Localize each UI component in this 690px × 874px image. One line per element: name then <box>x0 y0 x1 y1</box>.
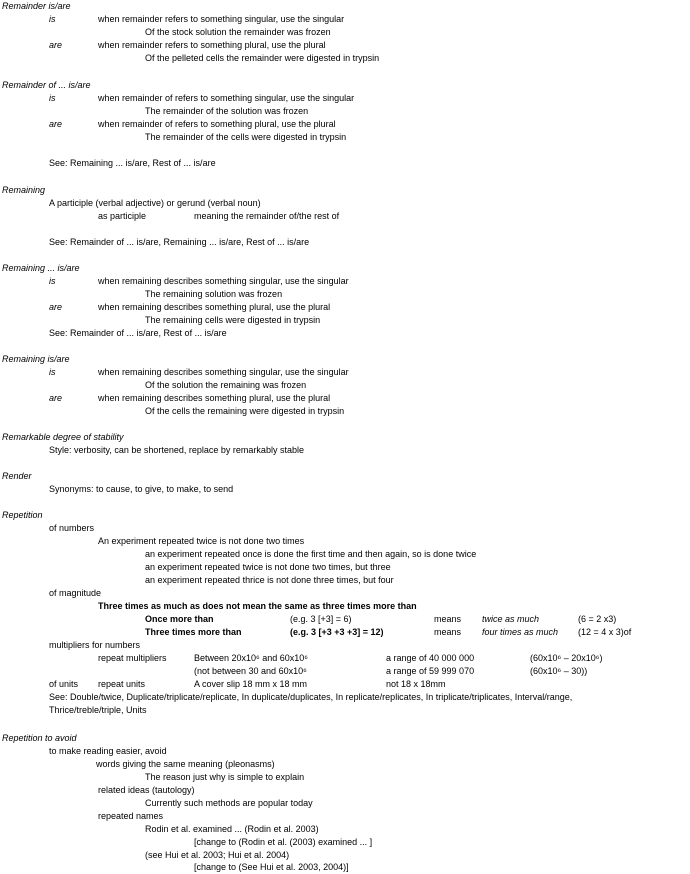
multipliers: multipliers for numbers <box>49 640 141 650</box>
example-singular: Of the stock solution the remainder was frozen <box>145 27 331 37</box>
of-magnitude: of magnitude <box>49 588 102 598</box>
rodin-change: [change to (Rodin et al. (2003) examined ... ] <box>194 837 373 847</box>
rule-plural: when remaining describes something plural, use the plural <box>98 393 331 403</box>
rule-singular: when remainder of refers to something singular, use the singular <box>98 93 355 103</box>
pleonasm-example: The reason just why is simple to explain <box>145 772 305 782</box>
cover-slip: A cover slip 18 mm x 18 mm <box>194 679 308 689</box>
repeated-twice: An experiment repeated twice is not done two times <box>98 536 305 546</box>
label-are: are <box>49 393 63 403</box>
example-thrice: an experiment repeated thrice is not done three times, but four <box>145 575 394 585</box>
label-are: are <box>49 302 63 312</box>
of-numbers: of numbers <box>49 523 95 533</box>
tautology-example: Currently such methods are popular today <box>145 798 313 808</box>
rule-plural: when remaining describes something plural, use the plural <box>98 302 331 312</box>
three-more-label: Three times more than <box>145 627 242 637</box>
three-result: four times as much <box>482 627 559 637</box>
entry-head-remaining-dots: Remaining ... is/are <box>2 263 80 273</box>
entry-head-repetition: Repetition <box>2 510 43 520</box>
rule-plural: when remainder of refers to something plural, use the plural <box>98 119 336 129</box>
meaning: meaning the remainder of/the rest of <box>194 211 340 221</box>
between-range: Between 20x10⁶ and 60x10⁶ <box>194 653 308 663</box>
avoid-intro: to make reading easier, avoid <box>49 746 167 756</box>
see-also: See: Remaining ... is/are, Rest of ... is/are <box>49 158 216 168</box>
style-note: Style: verbosity, can be shortened, replace by remarkably stable <box>49 445 304 455</box>
example-plural: The remaining cells were digested in trypsin <box>145 315 321 325</box>
entry-head-remaining: Remaining <box>2 185 46 195</box>
three-means: means <box>434 627 462 637</box>
example-plural: Of the pelleted cells the remainder were digested in trypsin <box>145 53 380 63</box>
repeat-units: repeat units <box>98 679 146 689</box>
label-is: is <box>49 367 56 377</box>
example-singular: The remaining solution was frozen <box>145 289 283 299</box>
example-once: an experiment repeated once is done the first time and then again, so is done twice <box>145 549 477 559</box>
repeat-multipliers: repeat multipliers <box>98 653 167 663</box>
rule-singular: when remaining describes something singular, use the singular <box>98 276 349 286</box>
label-is: is <box>49 276 56 286</box>
once-more-label: Once more than <box>145 614 214 624</box>
label-are: are <box>49 119 63 129</box>
see-also-cont: Thrice/treble/triple, Units <box>49 705 147 715</box>
label-is: is <box>49 93 56 103</box>
calc-1: (60x10⁶ – 20x10⁶) <box>530 653 603 663</box>
as-participle: as participle <box>98 211 147 221</box>
example-singular: The remainder of the solution was frozen <box>145 106 309 116</box>
entry-head-remainder-of: Remainder of ... is/are <box>2 80 91 90</box>
example-singular: Of the solution the remaining was frozen <box>145 380 307 390</box>
hui-change: [change to (See Hui et al. 2003, 2004)] <box>194 862 349 872</box>
not-18: not 18 x 18mm <box>386 679 446 689</box>
see-also: See: Remainder of ... is/are, Remaining ... is/are, Rest of ... is/are <box>49 237 310 247</box>
three-times-note: Three times as much as does not mean the same as three times more than <box>98 601 417 611</box>
three-calc: (12 = 4 x 3)of <box>578 627 632 637</box>
see-also: See: Double/twice, Duplicate/triplicate/replicate, In duplicate/duplicates, In replicate/replicates, In triplicate/triplicates, Interval/range, <box>49 692 573 702</box>
label-are: are <box>49 40 63 50</box>
once-means: means <box>434 614 462 624</box>
see-also: See: Remainder of ... is/are, Rest of ... is/are <box>49 328 227 338</box>
of-units: of units <box>49 679 79 689</box>
tautology: related ideas (tautology) <box>98 785 195 795</box>
entry-head-repetition-avoid: Repetition to avoid <box>2 733 77 743</box>
definition: A participle (verbal adjective) or gerund (verbal noun) <box>49 198 261 208</box>
entry-head-remainder-is-are: Remainder is/are <box>2 1 71 11</box>
three-more-example: (e.g. 3 [+3 +3 +3] = 12) <box>290 627 384 637</box>
example-plural: Of the cells the remaining were digested in trypsin <box>145 406 345 416</box>
repeated-names: repeated names <box>98 811 164 821</box>
range-2: a range of 59 999 070 <box>386 666 475 676</box>
rule-plural: when remainder refers to something plural, use the plural <box>98 40 326 50</box>
once-calc: (6 = 2 x3) <box>578 614 617 624</box>
synonyms: Synonyms: to cause, to give, to make, to send <box>49 484 234 494</box>
hui-example: (see Hui et al. 2003; Hui et al. 2004) <box>145 850 290 860</box>
range-1: a range of 40 000 000 <box>386 653 475 663</box>
calc-2: (60x10⁶ – 30)) <box>530 666 588 676</box>
rule-singular: when remaining describes something singular, use the singular <box>98 367 349 377</box>
example-plural: The remainder of the cells were digested in trypsin <box>145 132 347 142</box>
rule-singular: when remainder refers to something singular, use the singular <box>98 14 345 24</box>
entry-head-remarkable: Remarkable degree of stability <box>2 432 124 442</box>
not-between: (not between 30 and 60x10⁶ <box>194 666 307 676</box>
entry-head-render: Render <box>2 471 32 481</box>
label-is: is <box>49 14 56 24</box>
rodin-example: Rodin et al. examined ... (Rodin et al. 2003) <box>145 824 319 834</box>
entry-head-remaining-is-are: Remaining is/are <box>2 354 70 364</box>
pleonasms: words giving the same meaning (pleonasms) <box>96 759 275 769</box>
example-twice: an experiment repeated twice is not done two times, but three <box>145 562 391 572</box>
once-result: twice as much <box>482 614 540 624</box>
once-more-example: (e.g. 3 [+3] = 6) <box>290 614 352 624</box>
